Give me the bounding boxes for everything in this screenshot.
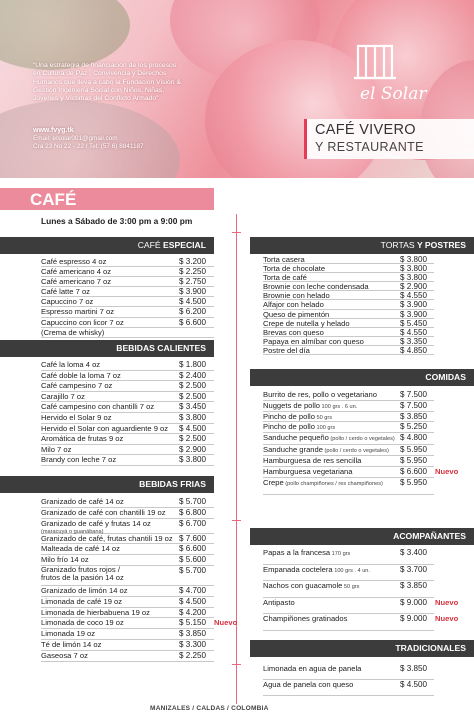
menu-item-price: $ 7.600 [179, 533, 207, 543]
bebidas-frias-list [41, 497, 238, 662]
menu-item-price: $ 4.800 [400, 433, 428, 443]
menu-item-size: 14 oz [99, 544, 120, 554]
menu-item-size: 19 oz [144, 507, 166, 517]
menu-item [41, 297, 214, 307]
menu-item-name: Café latte 7 oz [41, 287, 90, 297]
menu-item [41, 328, 214, 338]
menu-item-price: $ 3.800 [400, 273, 428, 283]
menu-item [263, 282, 434, 291]
menu-item-name: Limonada 19 oz [41, 629, 96, 639]
acompanantes-list [263, 548, 459, 631]
menu-item-name: Queso de pimentón [263, 309, 330, 319]
menu-item [263, 310, 434, 319]
menu-item [41, 434, 214, 445]
menu-item-price: $ 7.500 [400, 400, 428, 410]
menu-item-price: $ 2.250 [179, 650, 207, 660]
menu-item [41, 392, 214, 403]
menu-item-note: 50 grs [342, 584, 360, 591]
menu-item-name: Limonada de café 19 oz [41, 596, 123, 606]
menu-item-price: $ 5.950 [400, 444, 428, 454]
menu-item-name: Milo frío 14 oz [41, 555, 89, 565]
menu-item-size: 7 oz [68, 391, 85, 401]
menu-item-name: Antipasto [263, 597, 295, 607]
menu-item [41, 287, 214, 297]
menu-item [263, 337, 434, 346]
menu-item [263, 300, 434, 309]
menu-item-price: $ 3.800 [400, 264, 428, 274]
menu-item [41, 402, 214, 413]
menu-item-price: $ 3.900 [400, 300, 428, 310]
menu-item-price: $ 4.700 [179, 585, 207, 595]
logo-wordmark: el Solar [360, 84, 427, 104]
menu-item [41, 360, 214, 371]
menu-item [263, 597, 459, 615]
menu-item-size: 14 oz [130, 518, 151, 528]
menu-item-price: $ 4.200 [179, 607, 207, 617]
menu-item-name: Sanduche pequeño (pollo / cerdo o vegetales) [263, 433, 395, 443]
menu-item [41, 586, 214, 597]
page-title: CAFÉ [30, 190, 77, 209]
cafe-especial-list [41, 257, 214, 338]
menu-item-price: $ 2.250 [179, 267, 207, 277]
menu-item-note: (pollo / cerdo o vegetales) [322, 447, 389, 454]
menu-item-price: $ 4.500 [400, 680, 428, 689]
menu-item-name: Papaya en almíbar con queso [263, 336, 364, 346]
section-header-cafe-especial: CAFÉ ESPECIAL [0, 237, 214, 254]
menu-item [263, 565, 434, 582]
menu-item-note: 100 grs . 4 un. [332, 567, 370, 574]
menu-item-name: Champiñones gratinados [263, 614, 348, 624]
menu-item [263, 466, 459, 478]
menu-item-size: 14 oz [80, 639, 102, 649]
menu-item-price: $ 6.800 [179, 507, 207, 517]
menu-item-price: $ 7.500 [400, 390, 428, 399]
menu-item-size: 4 oz [89, 257, 107, 266]
menu-item-name: Sanduche grande (pollo / cerdo o vegetales) [263, 444, 389, 454]
new-badge: Nuevo [435, 466, 459, 476]
menu-item-price: $ 6.700 [179, 518, 207, 528]
menu-item-name: Aromática de frutas 9 oz [41, 434, 124, 444]
menu-item-size: 19 oz [103, 618, 124, 628]
menu-item-name: Café la loma 4 oz [41, 360, 101, 369]
menu-item-name: Burrito de res, pollo o vegetariano [263, 390, 377, 399]
menu-item-size: 14 oz [106, 585, 128, 595]
menu-item-size: 7 oz [95, 381, 113, 391]
menu-item [41, 277, 214, 287]
column-divider [236, 214, 237, 704]
menu-item [263, 319, 434, 328]
menu-item [41, 497, 214, 508]
menu-item-name: Hervido el Solar 9 oz [41, 412, 112, 422]
menu-item-name: Té de limón 14 oz [41, 639, 102, 649]
menu-item [263, 445, 434, 457]
menu-item-name: Limonada en agua de panela [263, 664, 362, 673]
menu-item-name: Brownie con leche condensada [263, 282, 369, 292]
section-header-bebidas-frias: BEBIDAS FRIAS [0, 476, 214, 493]
footer-location: MANIZALES / CALDAS / COLOMBIA [150, 705, 269, 712]
menu-item-name: Nachos con guacamole 50 grs [263, 581, 360, 591]
menu-item-name: Espresso martini 7 oz [41, 307, 115, 317]
intro-text: “Una estrategia de financiación de los procesos en Cultura de Paz , Convivencia y Derechos Humanos que lleva a cabo la Fundación Visión & Gestión Ingeniería Social con Niños, Niñas, Jóvenes y Víctimas del Conflicto Armado” [33, 62, 181, 103]
menu-item [263, 422, 434, 433]
menu-item [41, 651, 214, 662]
menu-item-size: 7 oz [107, 317, 124, 327]
menu-item-name: Granizado de café y frutas 14 oz (maracuyá o guanábana) [41, 518, 151, 535]
menu-item [41, 307, 214, 317]
menu-item-name: Crepe de nutella y helado [263, 318, 350, 328]
menu-item-note: (maracuyá o guanábana) [41, 528, 104, 535]
menu-item [263, 680, 434, 696]
menu-item-price: $ 5.700 [179, 497, 207, 506]
menu-item-size: 7 oz [137, 402, 155, 412]
new-badge: Nuevo [435, 614, 459, 624]
menu-item-name: Café espresso 4 oz [41, 257, 107, 266]
menu-item-note: 50 grs [314, 414, 333, 421]
menu-item [263, 478, 434, 495]
menu-item-name: Alfajor con helado [263, 300, 324, 310]
menu-item-price: $ 3.850 [400, 411, 428, 421]
menu-item-size: 7 oz [73, 287, 90, 297]
menu-item [263, 255, 434, 264]
menu-item [41, 267, 214, 277]
menu-item-name: Café campesino 7 oz [41, 381, 113, 391]
menu-item-price: $ 2.750 [179, 277, 207, 287]
divider-mark [232, 520, 241, 521]
menu-item [263, 548, 434, 565]
menu-item-price: $ 4.500 [179, 596, 207, 606]
menu-item-name: Carajillo 7 oz [41, 391, 85, 401]
menu-item-size: 19 oz [129, 607, 150, 617]
section-header-tortas: TORTAS Y POSTRES [250, 237, 474, 254]
menu-item-note: (pollo / cerdo o vegetales) [328, 436, 395, 443]
opening-hours: Lunes a Sábado de 3:00 pm a 9:00 pm [41, 216, 193, 226]
tradicionales-list [263, 664, 434, 696]
menu-item-price: $ 3.800 [179, 455, 207, 465]
menu-item-size: 19 oz [74, 629, 96, 639]
menu-item-name: Hamburguesa vegetariana [263, 466, 353, 476]
menu-item-name: Torta de café [263, 273, 307, 283]
menu-item-name: Pincho de pollo 50 grs [263, 411, 333, 421]
menu-item-size: 7 oz [54, 444, 72, 454]
menu-item-size: 14 oz [103, 497, 124, 506]
menu-item-size: 7 oz [71, 650, 88, 660]
menu-item-price: $ 3.350 [400, 336, 428, 346]
menu-item [41, 608, 214, 619]
menu-item-name: Agua de panela con queso [263, 680, 354, 689]
menu-item-price: $ 1.800 [179, 360, 207, 369]
menu-item-name: Milo 7 oz [41, 444, 72, 454]
menu-item-price: $ 6.600 [179, 317, 207, 327]
menu-item-name: Papas a la francesa 170 grs [263, 548, 351, 557]
menu-item-price: $ 3.300 [179, 639, 207, 649]
website-link[interactable]: www.fvyg.tk [33, 127, 74, 134]
menu-item-name: Hamburguesa de res sencilla [263, 456, 362, 466]
menu-item-price: $ 2.400 [179, 370, 207, 380]
menu-item-size: 19 oz [152, 533, 173, 543]
menu-item-name: Café campesino con chantilli 7 oz [41, 402, 155, 412]
menu-item-price: $ 5.950 [400, 477, 428, 487]
menu-item-price: $ 5.250 [400, 422, 428, 432]
menu-item [41, 381, 214, 392]
menu-item [263, 581, 434, 598]
menu-item-size: 14 oz [103, 573, 124, 583]
menu-item [41, 534, 214, 545]
menu-item-price: $ 3.900 [179, 287, 207, 297]
menu-item-price: $ 2.500 [179, 381, 207, 391]
menu-item-price: $ 2.900 [179, 444, 207, 454]
menu-item-name: Torta casera [263, 255, 305, 264]
menu-item-name: Granizado de café 14 oz [41, 497, 124, 506]
menu-item-name: Granizado frutos rojos / frutos de la pasión 14 oz [41, 564, 124, 583]
brand-box [304, 119, 474, 159]
divider-mark [232, 232, 241, 233]
menu-item [41, 618, 238, 629]
menu-item [41, 508, 214, 519]
menu-item-name: Limonada de hierbabuena 19 oz [41, 607, 150, 617]
menu-item [41, 257, 214, 267]
menu-item-name: Nuggets de pollo 100 grs . 6 un. [263, 400, 358, 410]
comidas-list [263, 390, 459, 495]
menu-item-price: $ 3.800 [179, 412, 207, 422]
menu-item-size: 7 oz [76, 297, 94, 307]
menu-item-name: Crepe (pollo champiñones / res champiñones) [263, 477, 383, 487]
brand-subtitle: Y RESTAURANTE [315, 140, 424, 154]
menu-item-name: Granizado de limón 14 oz [41, 585, 128, 595]
menu-item-size: 19 oz [101, 596, 123, 606]
menu-item-size: 9 oz [106, 434, 124, 444]
menu-item-price: $ 5.450 [400, 318, 428, 328]
menu-item-price: $ 4.550 [400, 327, 428, 337]
divider-mark [232, 664, 241, 665]
new-badge: Nuevo [435, 597, 459, 607]
leaf-decoration [0, 0, 130, 70]
menu-item-price: $ 4.850 [400, 345, 428, 355]
header-banner [0, 0, 474, 178]
menu-item [263, 614, 459, 631]
menu-item-name: Brevas con queso [263, 327, 324, 337]
menu-item-name: Capuccino con licor 7 oz [41, 317, 124, 327]
section-header-bebidas-calientes: BEBIDAS CALIENTES [0, 340, 214, 357]
menu-item-price: $ 5.700 [179, 565, 207, 575]
menu-item-name: Torta de chocolate [263, 264, 326, 274]
menu-item [41, 445, 214, 456]
menu-item-price: $ 2.500 [179, 434, 207, 444]
new-badge: Nuevo [214, 618, 238, 628]
menu-item-name: Pincho de pollo 100 grs [263, 422, 336, 432]
menu-item-name: Granizado de café, frutas chantili 19 oz [41, 533, 173, 543]
menu-item [41, 544, 214, 555]
menu-item-price: $ 6.600 [179, 544, 207, 554]
bebidas-calientes-list [41, 360, 214, 466]
menu-item-price: $ 3.200 [179, 257, 207, 266]
menu-item-size: 9 oz [151, 423, 169, 433]
menu-item-name: Empanada coctelera 100 grs . 4 un. [263, 564, 370, 574]
menu-item-size: 9 oz [95, 412, 112, 422]
menu-item-name: Malteada de café 14 oz [41, 544, 120, 554]
menu-item-price: $ 3.450 [179, 402, 207, 412]
menu-item [263, 433, 434, 445]
menu-item-name: Brandy con leche 7 oz [41, 455, 117, 465]
menu-item-price: $ 4.500 [179, 297, 207, 307]
menu-item-note: (pollo champiñones / res champiñones) [283, 480, 383, 487]
tortas-list [263, 255, 434, 355]
section-header-comidas: COMIDAS [250, 369, 474, 386]
menu-item [41, 597, 214, 608]
menu-item-size: 4 oz [83, 360, 101, 369]
section-header-tradicionales: TRADICIONALES [250, 640, 474, 657]
menu-item-size: 7 oz [104, 370, 121, 380]
menu-item-name: Café doble la loma 7 oz [41, 370, 121, 380]
menu-item-name: Limonada de coco 19 oz [41, 618, 124, 628]
menu-item [41, 519, 214, 534]
menu-item [41, 629, 214, 640]
menu-item [41, 640, 214, 651]
menu-item [263, 291, 434, 300]
menu-item [41, 371, 214, 382]
menu-item-price: $ 3.850 [400, 664, 428, 673]
menu-item-price: $ 4.500 [179, 423, 207, 433]
menu-item-name: Capuccino 7 oz [41, 297, 94, 307]
menu-item-price: $ 2.900 [400, 282, 428, 292]
menu-item-price: $ 3.800 [400, 255, 428, 264]
menu-item-price: $ 6.200 [179, 307, 207, 317]
menu-item-name: Brownie con helado [263, 291, 330, 301]
menu-item [41, 566, 214, 586]
menu-item-size: 7 oz [94, 277, 112, 287]
menu-item-price: $ 5.150 [179, 618, 207, 628]
menu-item-name: Café americano 7 oz [41, 277, 112, 287]
menu-item-name: Hervido el Solar con aguardiente 9 oz [41, 423, 169, 433]
menu-item-price: $ 3.700 [400, 564, 428, 574]
menu-item-note: 170 grs [330, 551, 351, 557]
menu-item-name: Granizado de café con chantilli 19 oz [41, 507, 166, 517]
menu-item-price: $ 4.550 [400, 291, 428, 301]
menu-item-price: $ 3.400 [400, 548, 428, 557]
menu-item [41, 455, 214, 466]
menu-item-name: Café americano 4 oz [41, 267, 112, 277]
menu-item-size: 7 oz [97, 307, 115, 317]
menu-item-size: 14 oz [68, 555, 89, 565]
menu-item [263, 264, 434, 273]
menu-item [41, 413, 214, 424]
menu-item-note: 100 grs . 6 un. [320, 403, 358, 410]
menu-item [263, 346, 434, 355]
menu-item-name [41, 328, 104, 338]
menu-item [41, 318, 214, 328]
menu-item-price: $ 9.000 [400, 614, 428, 624]
menu-item-price: $ 3.900 [400, 309, 428, 319]
menu-item [263, 390, 434, 401]
address-text: Cra 23 No 22 - 22 / Tel: (57 6) 8841187 [33, 143, 144, 151]
menu-item-price: $ 9.000 [400, 597, 428, 607]
menu-item-price: $ 3.850 [179, 629, 207, 639]
menu-item [41, 424, 214, 435]
menu-item [263, 456, 434, 467]
menu-item-price: $ 5.600 [179, 555, 207, 565]
contact-info [33, 127, 144, 152]
brand-name: CAFÉ VIVERO [315, 122, 416, 138]
menu-item [263, 664, 434, 680]
menu-item-size: (Crema de whisky) [41, 327, 105, 337]
menu-item-price: $ 3.850 [400, 581, 428, 591]
menu-item [263, 328, 434, 337]
menu-item [263, 412, 434, 423]
menu-item-price: $ 5.950 [400, 456, 428, 466]
menu-item-name: Gaseosa 7 oz [41, 650, 88, 660]
menu-item-name: Postre del día [263, 345, 310, 355]
menu-item-size: 7 oz [99, 455, 117, 465]
menu-item [263, 273, 434, 282]
menu-item-price: $ 6.600 [400, 466, 428, 476]
menu-item-note: 100 grs [314, 425, 336, 432]
menu-item-price: $ 2.500 [179, 391, 207, 401]
section-header-acompanantes: ACOMPAÑANTES [250, 528, 474, 545]
email-text: Email: elsolar001@gmail.com [33, 135, 118, 143]
menu-item-size: 4 oz [94, 267, 112, 277]
menu-item [263, 401, 434, 412]
